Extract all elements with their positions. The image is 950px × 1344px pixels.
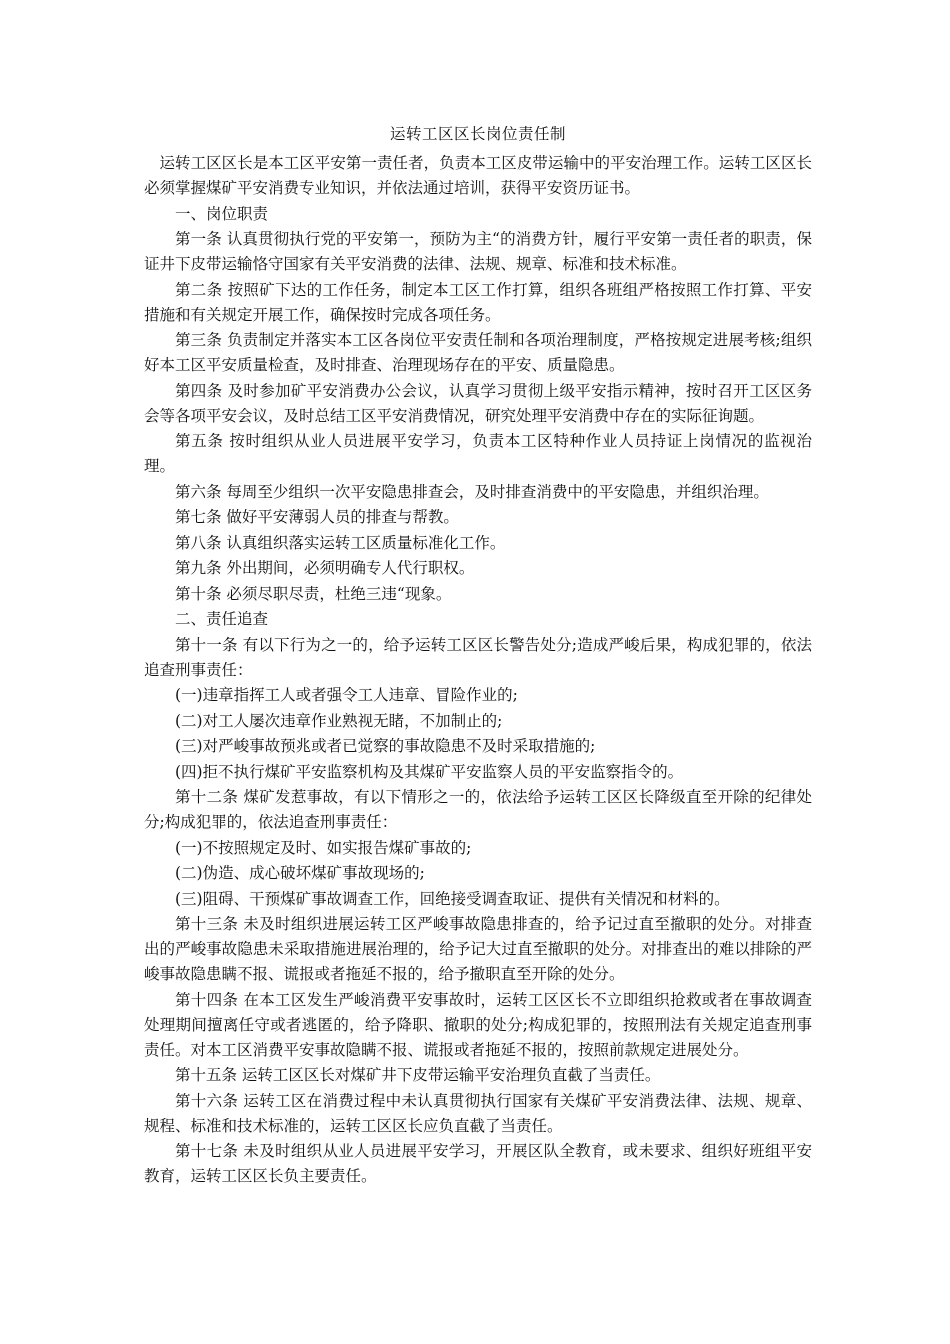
document-paragraph: (二)对工人屡次违章作业熟视无睹，不加制止的;: [175, 711, 503, 730]
document-paragraph: 第三条 负责制定并落实本工区各岗位平安责任制和各项治理制度，严格按规定进展考核;组织好本工区平安质量检查，及时排查、治理现场存在的平安、质量隐患。: [144, 331, 812, 374]
document-body: [144, 151, 812, 1189]
document-paragraph: 第十五条 运转工区区长对煤矿井下皮带运输平安治理负直截了当责任。: [175, 1066, 661, 1084]
document-paragraph: 一、岗位职责: [175, 204, 269, 223]
document-title: 运转工区区长岗位责任制: [389, 125, 566, 143]
document-page: [144, 122, 812, 1190]
document-paragraph: 第九条 外出期间，必须明确专人代行职权。: [175, 559, 475, 577]
document-paragraph: (三)对严峻事故预兆或者已觉察的事故隐患不及时采取措施的;: [175, 737, 596, 755]
document-paragraph: (三)阻碍、干预煤矿事故调查工作，回绝接受调查取证、提供有关情况和材料的。: [175, 889, 730, 908]
document-paragraph: 第五条 按时组织从业人员进展平安学习，负责本工区特种作业人员持证上岗情况的监视治理。: [144, 432, 812, 475]
document-paragraph: 第十六条 运转工区在消费过程中未认真贯彻执行国家有关煤矿平安消费法律、法规、规章、规程、标准和技术标准的，运转工区区长应负直截了当责任。: [144, 1091, 812, 1135]
document-paragraph: 第八条 认真组织落实运转工区质量标准化工作。: [175, 533, 506, 552]
document-paragraph: 第十一条 有以下行为之一的，给予运转工区区长警告处分;造成严峻后果，构成犯罪的，依法追查刑事责任：: [144, 635, 812, 679]
document-paragraph: (一)不按照规定及时、如实报告煤矿事故的;: [175, 838, 472, 857]
document-paragraph: 第一条 认真贯彻执行党的平安第一，预防为主“的消费方针，履行平安第一责任者的职责，保证井下皮带运输恪守国家有关平安消费的法律、法规、规章、标准和技术标准。: [144, 230, 812, 273]
document-paragraph: 第七条 做好平安薄弱人员的排查与帮教。: [175, 508, 459, 526]
document-paragraph: 第十三条 未及时组织进展运转工区严峻事故隐患排查的，给予记过直至撤职的处分。对排查出的严峻事故隐患未采取措施进展治理的，给予记大过直至撤职的处分。对排查出的难以排除的严峻事故隐患瞒不报、谎报或者拖延不报的，给予撤职直至开除的处分。: [144, 915, 812, 983]
document-paragraph: 第十七条 未及时组织从业人员进展平安学习，开展区队全教育，或未要求、组织好班组平安教育，运转工区区长负主要责任。: [144, 1142, 812, 1185]
document-paragraph: (四)拒不执行煤矿平安监察机构及其煤矿平安监察人员的平安监察指令的。: [175, 762, 684, 781]
document-paragraph: (二)伪造、成心破坏煤矿事故现场的;: [175, 864, 425, 882]
document-paragraph: 运转工区区长是本工区平安第一责任者，负责本工区皮带运输中的平安治理工作。运转工区区长必须掌握煤矿平安消费专业知识，并依法通过培训，获得平安资历证书。: [144, 154, 812, 197]
document-paragraph: (一)违章指挥工人或者强令工人违章、冒险作业的;: [175, 686, 518, 704]
document-paragraph: 二、责任追查: [175, 610, 269, 628]
document-paragraph: 第十条 必须尽职尽责，杜绝三违“现象。: [175, 584, 452, 603]
document-paragraph: 第十四条 在本工区发生严峻消费平安事故时，运转工区区长不立即组织抢救或者在事故调查处理期间擅离任守或者逃匿的，给予降职、撤职的处分;构成犯罪的，按照刑法有关规定追查刑事责任。对本工区消费平安事故隐瞒不报、谎报或者拖延不报的，按照前款规定进展处分。: [144, 990, 812, 1059]
document-paragraph: 第四条 及时参加矿平安消费办公会议，认真学习贯彻上级平安指示精神，按时召开工区区务会等各项平安会议，及时总结工区平安消费情况，研究处理平安消费中存在的实际征询题。: [144, 381, 812, 425]
document-paragraph: 第二条 按照矿下达的工作任务，制定本工区工作打算，组织各班组严格按照工作打算、平安措施和有关规定开展工作，确保按时完成各项任务。: [144, 280, 812, 324]
document-paragraph: 第十二条 煤矿发惹事故，有以下情形之一的，依法给予运转工区区长降级直至开除的纪律处分;构成犯罪的，依法追查刑事责任：: [144, 788, 812, 831]
document-paragraph: 第六条 每周至少组织一次平安隐患排查会，及时排查消费中的平安隐患，并组织治理。: [175, 482, 769, 501]
